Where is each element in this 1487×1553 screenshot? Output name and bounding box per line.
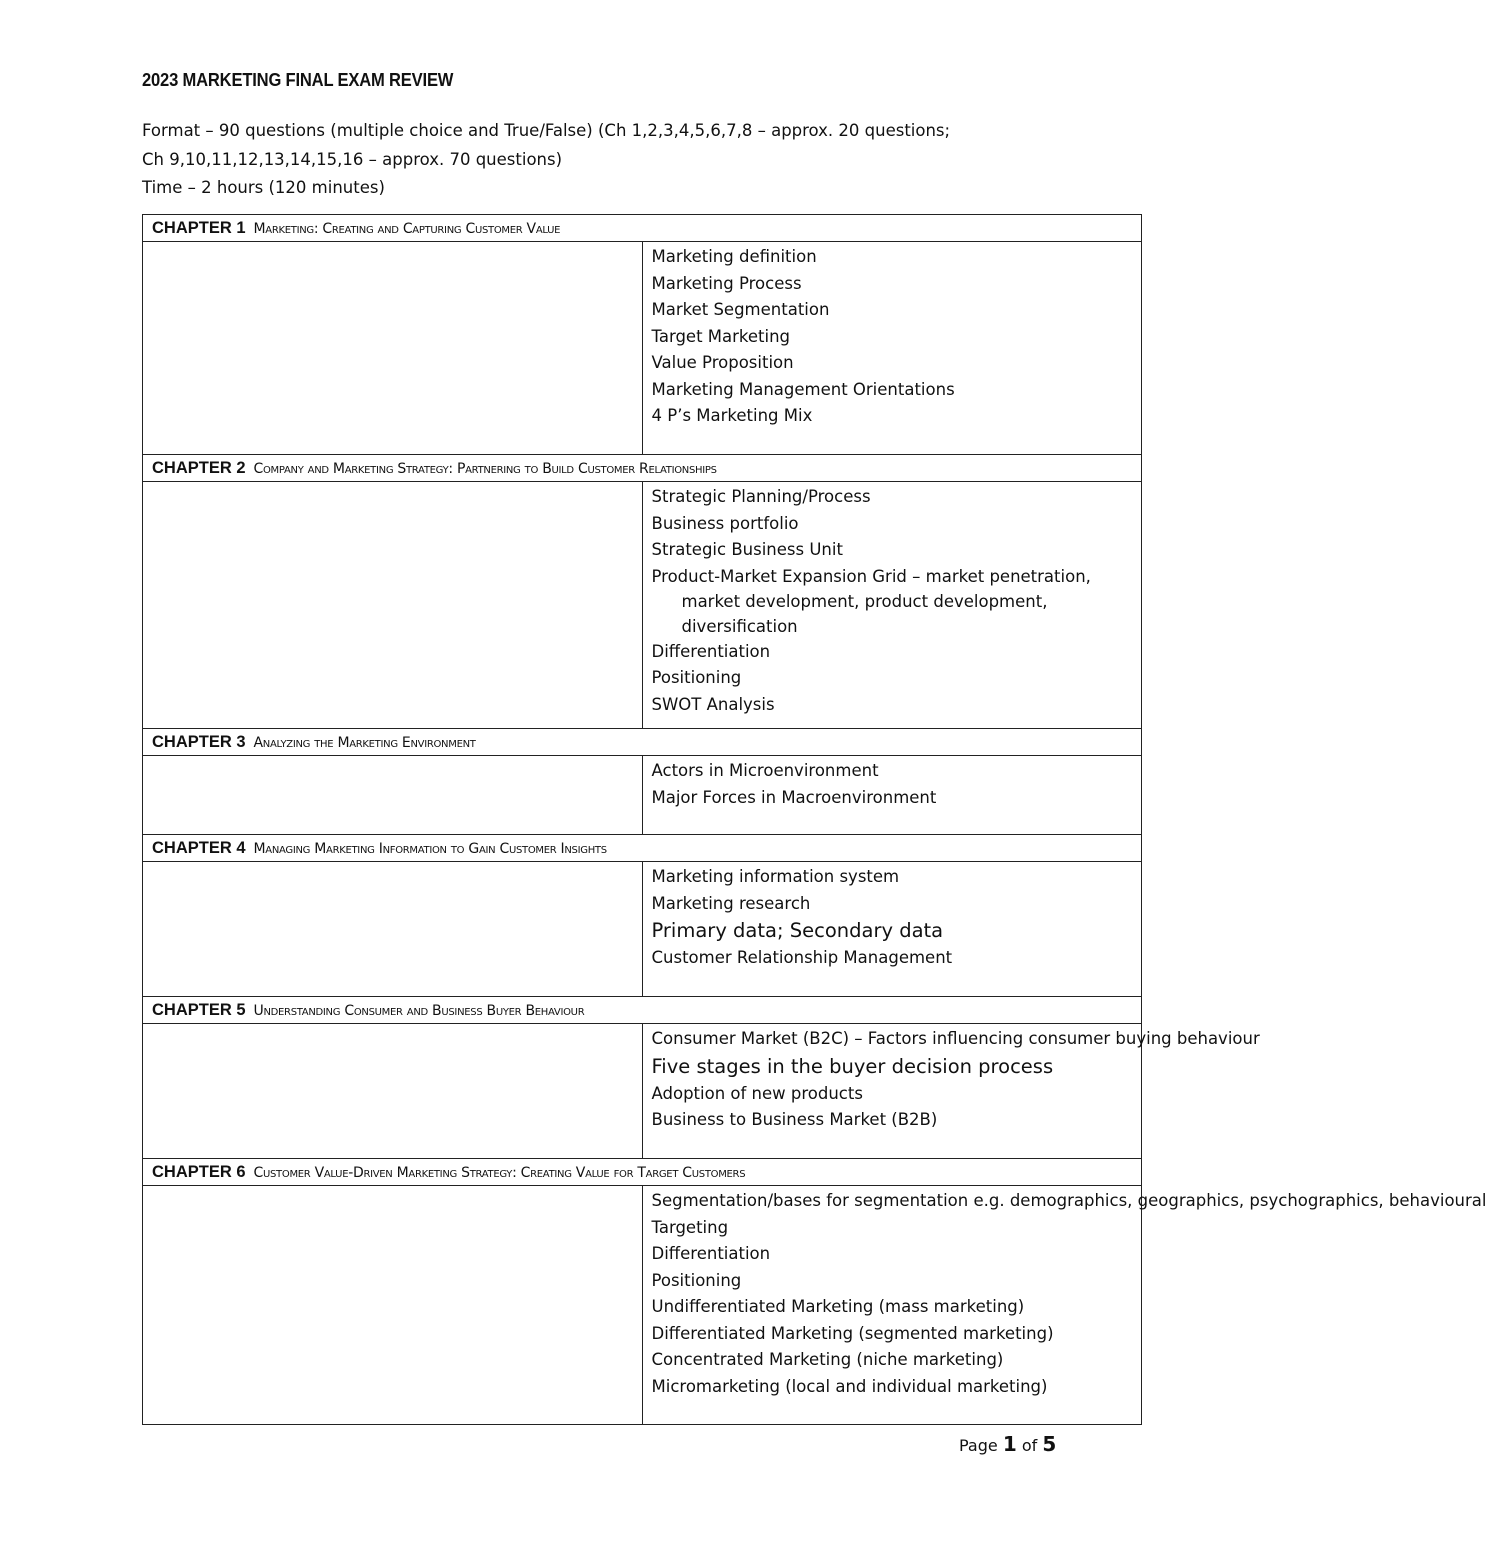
topic-item: Business portfolio: [651, 513, 799, 533]
topic-item: Marketing definition: [651, 247, 817, 266]
chapter-6-topics: [642, 1186, 1487, 1425]
topic-item: Primary data; Secondary data: [651, 919, 944, 942]
topic-item: Targeting: [651, 1217, 729, 1237]
chapter-review-table: [142, 214, 1487, 1425]
topic-item: Differentiation: [651, 641, 771, 661]
topic-item: Consumer Market (B2C) – Factors influencing consumer buying behaviour: [651, 1029, 1260, 1048]
topic-item: Positioning: [651, 668, 742, 687]
chapter-1-topics: [642, 242, 1142, 455]
chapter-2-topics: [642, 482, 1142, 729]
chapter-3-topics: [642, 756, 1142, 835]
topic-item: Positioning: [651, 1270, 742, 1290]
blank-cell: [143, 1186, 643, 1425]
topic-item: Marketing Process: [651, 273, 802, 293]
topic-item: Strategic Planning/Process: [651, 487, 871, 506]
topic-item: Adoption of new products: [651, 1083, 863, 1103]
chapter-number: CHAPTER 4: [152, 839, 246, 857]
topic-item: Strategic Business Unit: [651, 540, 843, 559]
chapter-header-row: [143, 215, 1142, 242]
chapter-number: CHAPTER 3: [152, 733, 246, 751]
chapter-title: Customer Value-Driven Marketing Strategy: Creating Value for Target Customers: [253, 1165, 746, 1181]
chapter-header-row: [143, 835, 1142, 862]
page-title: 2023 MARKETING FINAL EXAM REVIEW: [142, 70, 454, 90]
page-number-footer: [959, 1432, 1056, 1456]
topic-item: Customer Relationship Management: [651, 948, 953, 967]
chapter-header-row: [143, 455, 1142, 482]
chapter-number: CHAPTER 5: [152, 1001, 246, 1019]
topic-item: Marketing research: [651, 893, 811, 913]
blank-cell: [143, 242, 643, 455]
topic-item: Concentrated Marketing (niche marketing): [651, 1350, 1004, 1369]
chapter-title: Understanding Consumer and Business Buyer Behaviour: [253, 1003, 585, 1019]
page-label: Page: [959, 1436, 998, 1455]
topic-item: SWOT Analysis: [651, 694, 775, 714]
format-line: Format – 90 questions (multiple choice and True/False) (Ch 1,2,3,4,5,6,7,8 – approx. 20 questions;: [142, 121, 951, 140]
chapter-title: Managing Marketing Information to Gain Customer Insights: [253, 841, 607, 857]
chapter-number: CHAPTER 1: [152, 219, 246, 237]
chapter-title: Company and Marketing Strategy: Partnering to Build Customer Relationships: [253, 461, 717, 477]
topic-item: Target Marketing: [651, 326, 791, 346]
topic-item: Micromarketing (local and individual marketing): [651, 1376, 1048, 1396]
topic-item: Major Forces in Macroenvironment: [651, 787, 937, 807]
time-line: Time – 2 hours (120 minutes): [142, 178, 385, 197]
topic-item: Business to Business Market (B2B): [651, 1110, 938, 1129]
exam-format-info: [142, 117, 950, 203]
topic-item: Five stages in the buyer decision process: [651, 1054, 1054, 1078]
of-label: of: [1021, 1436, 1038, 1455]
blank-cell: [143, 862, 643, 997]
blank-cell: [143, 482, 643, 729]
chapter-1-header: [143, 215, 1142, 242]
topic-item: Market Segmentation: [651, 300, 830, 319]
chapter-title: Analyzing the Marketing Environment: [253, 735, 476, 751]
topic-item: Marketing Management Orientations: [651, 379, 955, 399]
blank-cell: [143, 756, 643, 835]
chapter-4-topics: [642, 862, 1142, 997]
topic-item: 4 P’s Marketing Mix: [651, 406, 813, 425]
topic-item: Value Proposition: [651, 353, 794, 372]
topic-item: Segmentation/bases for segmentation e.g. demographics, geographics, psychographics, behavioural: [651, 1191, 1487, 1210]
blank-cell: [143, 1024, 643, 1159]
chapter-3-header: [143, 729, 1142, 756]
chapter-topics-row: [143, 1186, 1142, 1425]
topic-item: Product-Market Expansion Grid – market penetration, market development, product development, diversification: [651, 566, 1091, 636]
chapter-6-header: [143, 1159, 1142, 1186]
chapter-topics-row: [143, 862, 1142, 997]
topic-item: Differentiated Marketing (segmented marketing): [651, 1323, 1054, 1343]
chapter-2-header: [143, 455, 1142, 482]
chapter-header-row: [143, 1159, 1142, 1186]
chapter-topics-row: [143, 482, 1142, 729]
chapter-title: Marketing: Creating and Capturing Customer Value: [253, 221, 561, 237]
chapter-topics-row: [143, 756, 1142, 835]
chapter-number: CHAPTER 6: [152, 1163, 246, 1181]
chapter-4-header: [143, 835, 1142, 862]
chapter-number: CHAPTER 2: [152, 459, 246, 477]
topic-item: Actors in Microenvironment: [651, 761, 879, 780]
chapter-5-topics: [642, 1024, 1260, 1159]
topic-item: Undifferentiated Marketing (mass marketing): [651, 1297, 1025, 1316]
chapter-header-row: [143, 729, 1142, 756]
chapter-topics-row: [143, 1024, 1142, 1159]
chapter-topics-row: [143, 242, 1142, 455]
topic-item: Differentiation: [651, 1244, 771, 1263]
chapter-5-header: [143, 997, 1142, 1024]
chapter-header-row: [143, 997, 1142, 1024]
current-page-number: 1: [1002, 1432, 1017, 1456]
topic-item: Marketing information system: [651, 867, 900, 886]
format-line-continued: Ch 9,10,11,12,13,14,15,16 – approx. 70 questions): [142, 149, 563, 169]
total-pages-number: 5: [1042, 1432, 1057, 1456]
